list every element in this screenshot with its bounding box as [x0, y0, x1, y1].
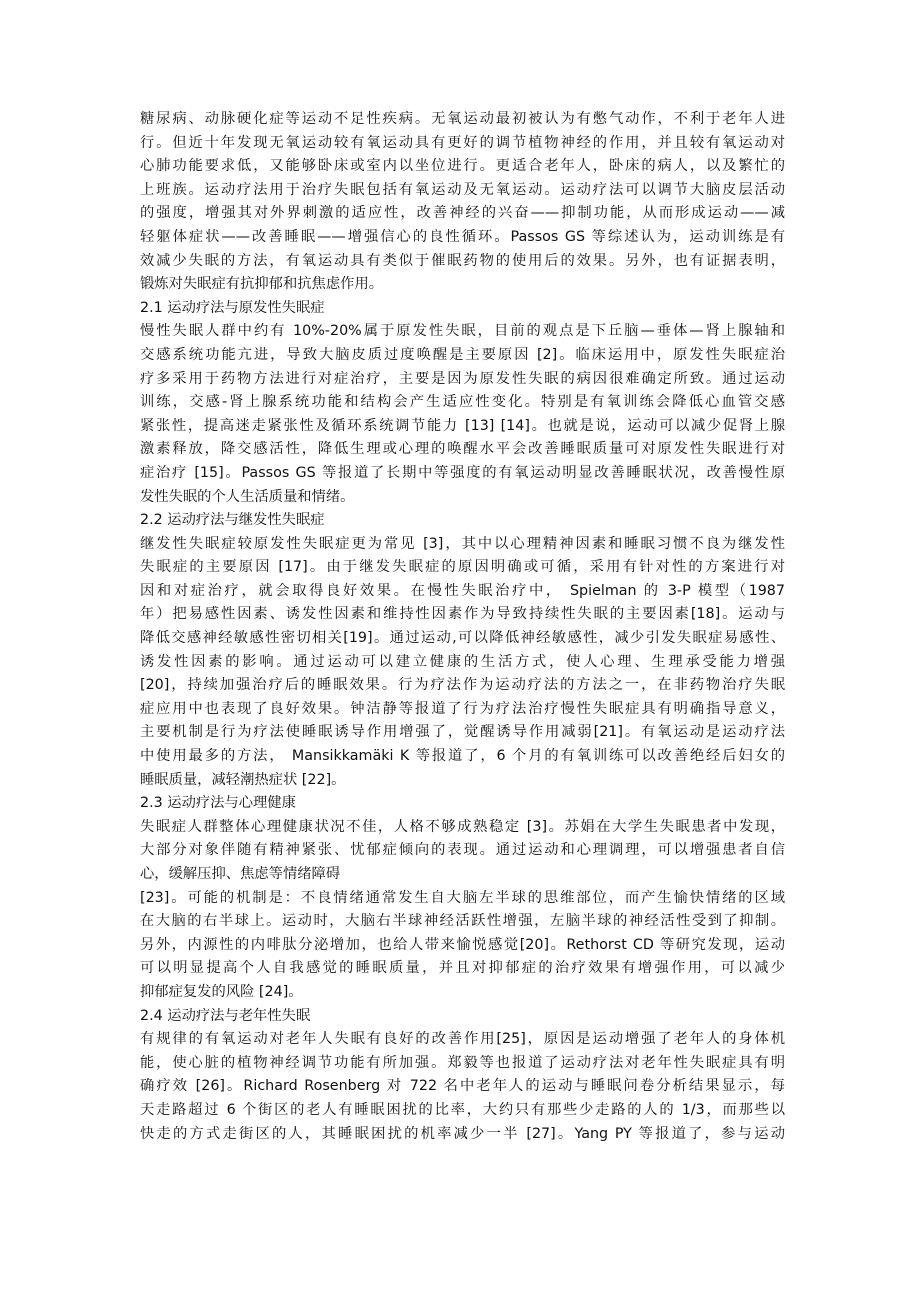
text-line: 疗多采用于药物方法进行对症治疗，主要是因为原发性失眠的病因很难确定所致。通过运动: [140, 370, 785, 387]
text-line: 降低交感神经敏感性密切相关[19]。通过运动,可以降低神经敏感性，减少引发失眠症易感性、: [140, 630, 785, 647]
text-line: 失眠症的主要原因 [17]。由于继发失眠症的原因明确或可循，采用有针对性的方案进行对: [140, 559, 785, 576]
text-line: 锻炼对失眠症有抗抑郁和抗焦虑作用。: [140, 276, 384, 293]
text-line: 激素释放，降交感活性，降低生理或心理的唤醒水平会改善睡眠质量可对原发性失眠进行对: [140, 441, 785, 458]
text-line: 大部分对象伴随有精神紧张、忧郁症倾向的表现。通过运动和心理调理，可以增强患者自信: [140, 842, 785, 859]
text-line: 轻躯体症状——改善睡眠——增强信心的良性循环。Passos GS 等综述认为，运动训练是有: [140, 228, 785, 245]
text-line: 在大脑的右半球上。运动时，大脑右半球神经活跃性增强，左脑半球的神经活性受到了抑制。: [140, 913, 785, 930]
text-line: 有规律的有氧运动对老年人失眠有良好的改善作用[25]，原因是运动增强了老年人的身体机: [140, 1031, 785, 1048]
text-line: 糖尿病、动脉硬化症等运动不足性疾病。无氧运动最初被认为有憋气动作，不利于老年人进: [140, 111, 785, 127]
text-line: 的强度，增强其对外界刺激的适应性，改善神经的兴奋——抑制功能，从而形成运动——减: [140, 205, 785, 222]
text-line: 诱发性因素的影响。通过运动可以建立健康的生活方式，使人心理、生理承受能力增强: [140, 653, 785, 670]
document-body: [140, 108, 785, 1146]
text-line: 继发性失眠症较原发性失眠症更为常见 [3]，其中以心理精神因素和睡眠习惯不良为继发性: [140, 535, 785, 552]
text-line: 慢性失眠人群中约有 10%-20%属于原发性失眠，目前的观点是下丘脑—垂体—肾上腺轴和: [140, 323, 785, 340]
text-line: 可以明显提高个人自我感觉的睡眠质量，并且对抑郁症的治疗效果有增强作用，可以减少: [140, 960, 785, 977]
text-line: 症应用中也表现了良好效果。钟洁静等报道了行为疗法治疗慢性失眠症具有明确指导意义，: [140, 700, 785, 717]
section-heading: 2.2 运动疗法与继发性失眠症: [140, 512, 325, 529]
text-line: 训练，交感-肾上腺系统功能和结构会产生适应性变化。特别是有氧训练会降低心血管交感: [140, 394, 785, 411]
text-line: [23]。可能的机制是：不良情绪通常发生自大脑左半球的思维部位，而产生愉快情绪的区域: [140, 889, 785, 906]
section-heading: 2.1 运动疗法与原发性失眠症: [140, 299, 325, 316]
text-line: 快走的方式走街区的人，其睡眠困扰的机率减少一半 [27]。Yang PY 等报道了，参与运动: [140, 1125, 785, 1142]
text-line: 症治疗 [15]。Passos GS 等报道了长期中等强度的有氧运动明显改善睡眠状况，改善慢性原: [140, 464, 785, 481]
text-line: 因和对症治疗，就会取得良好效果。在慢性失眠治疗中， Spielman 的 3-P 模型（1987: [140, 582, 785, 599]
text-line: 效减少失眠的方法，有氧运动具有类似于催眠药物的使用后的效果。另外，也有证据表明，: [140, 252, 785, 269]
text-line: 另外，内源性的内啡肽分泌增加，也给人带来愉悦感觉[20]。Rethorst CD 等研究发现，运动: [140, 936, 785, 953]
text-line: 确疗效 [26]。Richard Rosenberg 对 722 名中老年人的运动与睡眠问卷分析结果显示，每: [140, 1078, 785, 1095]
text-line: 心，缓解压抑、焦虑等情绪障碍: [140, 866, 341, 882]
text-line: 心肺功能要求低，又能够卧床或室内以坐位进行。更适合老年人，卧床的病人，以及繁忙的: [140, 158, 785, 175]
text-line: 失眠症人群整体心理健康状况不佳，人格不够成熟稳定 [3]。苏娟在大学生失眠患者中发现，: [140, 818, 785, 835]
text-line: 中使用最多的方法， Mansikkamäki K 等报道了，6 个月的有氧训练可以改善绝经后妇女的: [140, 748, 785, 765]
text-line: 天走路超过 6 个街区的老人有睡眠困扰的比率，大约只有那些少走路的人的 1/3，而那些以: [140, 1101, 785, 1118]
text-line: 主要机制是行为疗法使睡眠诱导作用增强了，觉醒诱导作用减弱[21]。有氧运动是运动疗法: [140, 724, 785, 741]
text-line: 发性失眠的个人生活质量和情绪。: [140, 488, 355, 505]
text-line: [20]，持续加强治疗后的睡眠效果。行为疗法作为运动疗法的方法之一，在非药物治疗失眠: [140, 677, 785, 694]
section-heading: 2.4 运动疗法与老年性失眠: [140, 1007, 311, 1024]
text-line: 能，使心脏的植物神经调节功能有所加强。郑毅等也报道了运动疗法对老年性失眠症具有明: [140, 1054, 785, 1071]
text-line: 年）把易感性因素、诱发性因素和维持性因素作为导致持续性失眠的主要因素[18]。运动与: [140, 606, 785, 623]
text-line: 睡眠质量，减轻潮热症状 [22]。: [140, 771, 346, 788]
text-line: 行。但近十年发现无氧运动较有氧运动具有更好的调节植物神经的作用，并且较有氧运动对: [140, 134, 785, 151]
text-line: 紧张性，提高迷走紧张性及循环系统调节能力 [13] [14]。也就是说，运动可以减少促肾上腺: [140, 417, 785, 434]
section-heading: 2.3 运动疗法与心理健康: [140, 795, 296, 812]
text-line: 上班族。运动疗法用于治疗失眠包括有氧运动及无氧运动。运动疗法可以调节大脑皮层活动: [140, 181, 785, 198]
text-line: 抑郁症复发的风险 [24]。: [140, 983, 303, 1000]
text-line: 交感系统功能亢进，导致大脑皮质过度唤醒是主要原因 [2]。临床运用中，原发性失眠症治: [140, 346, 785, 363]
